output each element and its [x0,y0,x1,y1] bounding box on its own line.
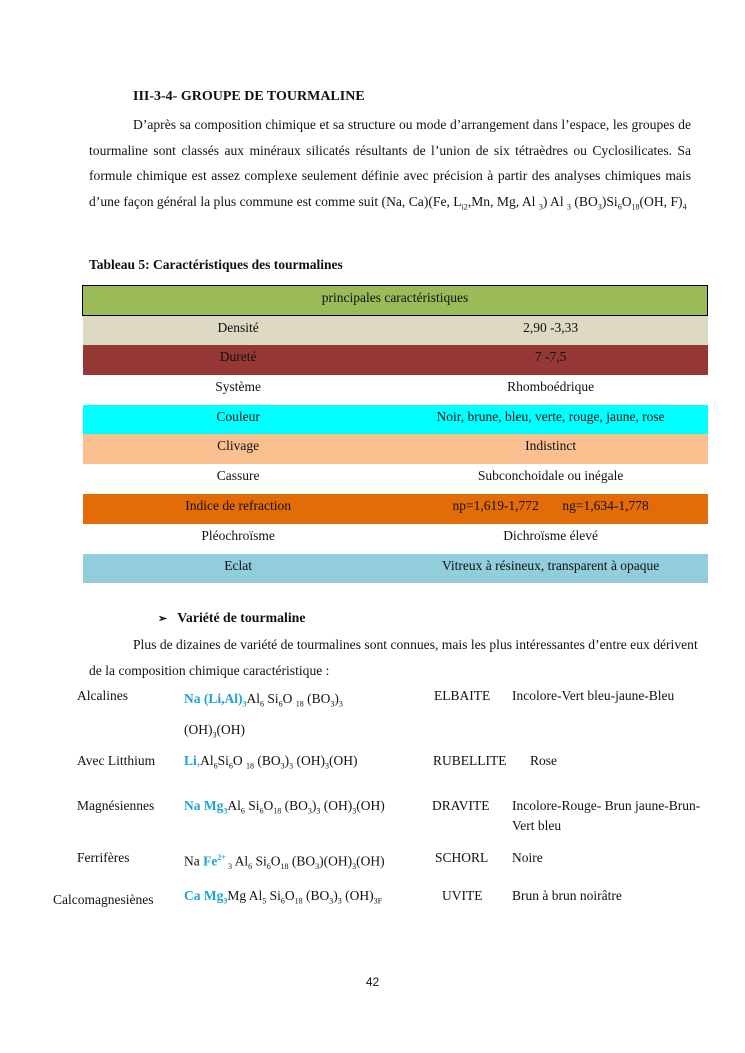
property-label: Dureté [219,349,257,365]
property-label: Système [215,378,261,394]
table-row [83,405,708,435]
variety-colors: Brun à brun noirâtre [512,888,622,903]
variety-category: Ferrifères [77,850,130,865]
arrow-bullet-icon: ➢ [158,613,168,625]
property-label: Pléochroïsme [201,527,275,543]
property-value: Vitreux à résineux, transparent à opaque [441,557,660,573]
variety-name: RUBELLITE [433,753,507,768]
variety-colors: Incolore-Rouge- Brun jaune-Brun-Vert bleu [512,798,701,833]
property-value: Subconchoidale ou inégale [477,468,624,484]
characteristics-table [82,285,708,583]
variety-name: UVITE [442,888,483,903]
variety-name: SCHORL [435,850,489,865]
table-row [83,554,708,584]
variety-formula: Na $(Li,Al)_3Al_6$ $Si_6O$ $_{18}$ $(BO_3)_3$ $(OH)_3(OH)$ [184,691,343,740]
table-row [83,464,708,494]
variety-formula: Na $Mg_3Al_6$ $Si_6O_{18}$ $(BO_3)_3$ $(OH)_3(OH)$ [184,798,385,816]
variety-name: ELBAITE [434,688,491,703]
variety-colors: Noire [512,850,543,865]
property-label: Densité [217,319,259,335]
table-row [83,345,708,375]
table-header: principales caractéristiques [83,286,708,316]
intro-text: D’après sa composition chimique et sa structure ou mode d’arrangement dans l’espace, les groupes de tourmaline sont classés aux minéraux silicatés résultants de l’union de six tétraèdres ou Cyclosilicates. Sa formule chimique est assez complexe seulement définie avec précision à partir des analyses chimiques mais d’une façon général la plus commune est comme suit (Na, Ca)(Fe, L [89,117,691,209]
table-row [83,375,708,405]
variety-formula: Na $Fe^{2+}$ $_3$ $Al_6$ $Si_6O_{18}$ $(BO_3)(OH)_3(OH)$ [184,853,385,872]
variety-category: Alcalines [77,688,128,703]
variety-formula: Ca $Mg_3Mg$ $Al_5$ $Si_6O_{18}$ $(BO_3)_3$ $(OH)_{3F}$ [184,888,383,906]
variety-category: Avec Litthium [77,753,156,768]
variety-category: Magnésiennes [77,798,155,813]
table-caption: Tableau 5: Caractéristiques des tourmalines [89,257,343,272]
variety-category: Calcomagnesiènes [53,892,154,907]
variety-colors: Rose [530,753,557,768]
property-label: Couleur [216,408,260,424]
page-number: 42 [365,975,380,989]
variety-name: DRAVITE [432,798,490,813]
property-value: 7 -7,5 [534,349,567,365]
property-value: 2,90 -3,33 [523,319,579,335]
intro-paragraph: D’après sa composition chimique et sa structure ou mode d’arrangement dans l’espace, les groupes de tourmaline sont classés aux minéraux silicatés résultants de l’union de six tétraèdres ou Cyclosilicates. Sa formule chimique est assez complexe seulement définie avec précision à partir des analyses chimiques mais d’une façon général la plus commune est comme suit (Na, Ca)(Fe, $L_{i2},Mn$, Mg, Al $_3$) Al $_3$ $(BO_3)Si_6O_{18}(OH$, $F)_4$ [89,117,691,212]
property-value: Dichroïsme élevé [503,527,599,543]
property-value: np=1,619-1,772 ng=1,634-1,778 [452,498,649,514]
table-row [83,315,708,345]
property-label: Clivage [217,438,260,454]
variety-formula: $Li,Al_6Si_6O$ $_{18}$ $(BO_3)_3$ $(OH)_3(OH)$ [184,753,358,771]
variety-heading: ➢ Variété de tourmaline [158,610,306,625]
property-label: Eclat [224,557,252,573]
table-row [83,494,708,524]
variety-colors: Incolore-Vert bleu-jaune-Bleu [512,688,675,703]
table-header-row [83,286,708,316]
property-value: Indistinct [525,438,577,454]
property-value: Rhomboédrique [507,378,595,394]
table-row [83,434,708,464]
property-value: Noir, brune, bleu, verte, rouge, jaune, rose [436,408,665,424]
property-label: Indice de refraction [185,498,291,514]
property-label: Cassure [216,468,260,484]
section-title: III-3-4- GROUPE DE TOURMALINE [133,89,365,104]
table-row [83,524,708,554]
variety-intro: Plus de dizaines de variété de tourmalines sont connues, mais les plus intéressantes d’entre eux dérivent de la composition chimique caractéristique : [89,637,698,678]
